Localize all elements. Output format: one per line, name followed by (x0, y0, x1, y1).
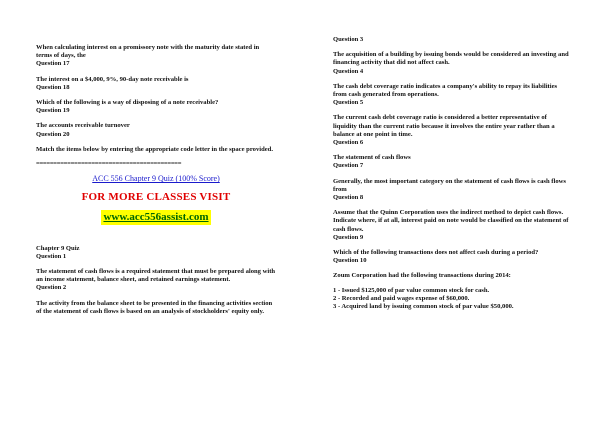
question-text: Assume that the Quinn Corporation uses the indirect method to depict cash flows. Indicate where, if at all, interest paid on note would be classified on the statement of cash flows. (333, 209, 569, 233)
website-wrap (36, 210, 276, 225)
question-label: Question 10 (333, 257, 367, 265)
list-item: 3 - Acquired land by issuing common stock of par value $50,000. (333, 303, 514, 311)
question-label: Question 18 (36, 83, 70, 91)
question-label: Question 6 (333, 139, 364, 147)
question-text: The accounts receivable turnover (36, 122, 130, 130)
question-label: Question 2 (36, 284, 67, 292)
question-text: Which of the following transactions does not affect cash during a period? (333, 249, 539, 257)
question-label: Question 8 (333, 194, 364, 202)
question-text: Match the items below by entering the appropriate code letter in the space provided. (36, 145, 273, 153)
website-link[interactable]: www.acc556assist.com (103, 210, 209, 223)
question-text: The statement of cash flows is a required statement that must be prepared along with an income statement, balance sheet, and retained earnings statement. (36, 268, 276, 284)
question-label: Question 1 (36, 252, 67, 260)
promo-banner: FOR MORE CLASSES VISIT (81, 190, 231, 203)
question-text: Zoum Corporation had the following transactions during 2014: (333, 272, 511, 280)
question-text: The cash debt coverage ratio indicates a company's ability to repay its liabilities from cash generated from operations. (333, 82, 558, 99)
question-label: Question 9 (333, 233, 364, 241)
divider: ========================================== (36, 160, 182, 168)
right-column (333, 36, 571, 311)
quiz-title-link[interactable]: ACC 556 Chapter 9 Quiz (100% Score) (92, 174, 220, 184)
question-label: Question 17 (36, 60, 70, 68)
question-text: The activity from the balance sheet to be presented in the financing activities section of the statement of cash flows is based on an analysis of stockholders' equity only. (36, 299, 273, 315)
question-label: Question 19 (36, 107, 70, 115)
question-text: Generally, the most important category on the statement of cash flows is cash flows from (333, 177, 566, 193)
chapter-title: Chapter 9 Quiz (36, 244, 80, 252)
question-label: Question 20 (36, 130, 70, 138)
question-label: Question 5 (333, 99, 364, 107)
question-label: Question 4 (333, 67, 364, 75)
question-text: The acquisition of a building by issuing bonds would be considered an investing and financing activity that did not affect cash. (333, 51, 569, 67)
list-item: 2 - Recorded and paid wages expense of $60,000. (333, 295, 470, 303)
question-text: The current cash debt coverage ratio is considered a better representative of liquidity than the current ratio because it involves the entire year rather than a balance at one point in time. (333, 114, 555, 138)
question-label: Question 3 (333, 36, 364, 43)
list-item: 1 - Issued $125,000 of par value common stock for cash. (333, 286, 490, 294)
question-text: Which of the following is a way of disposing of a note receivable? (36, 99, 219, 107)
left-column (36, 44, 276, 316)
question-text: The interest on a $4,000, 9%, 90-day note receivable is (36, 75, 189, 83)
question-text: When calculating interest on a promissory note with the maturity date stated in terms of days, the (36, 44, 260, 60)
question-label: Question 7 (333, 162, 364, 170)
question-text: The statement of cash flows (333, 154, 411, 162)
